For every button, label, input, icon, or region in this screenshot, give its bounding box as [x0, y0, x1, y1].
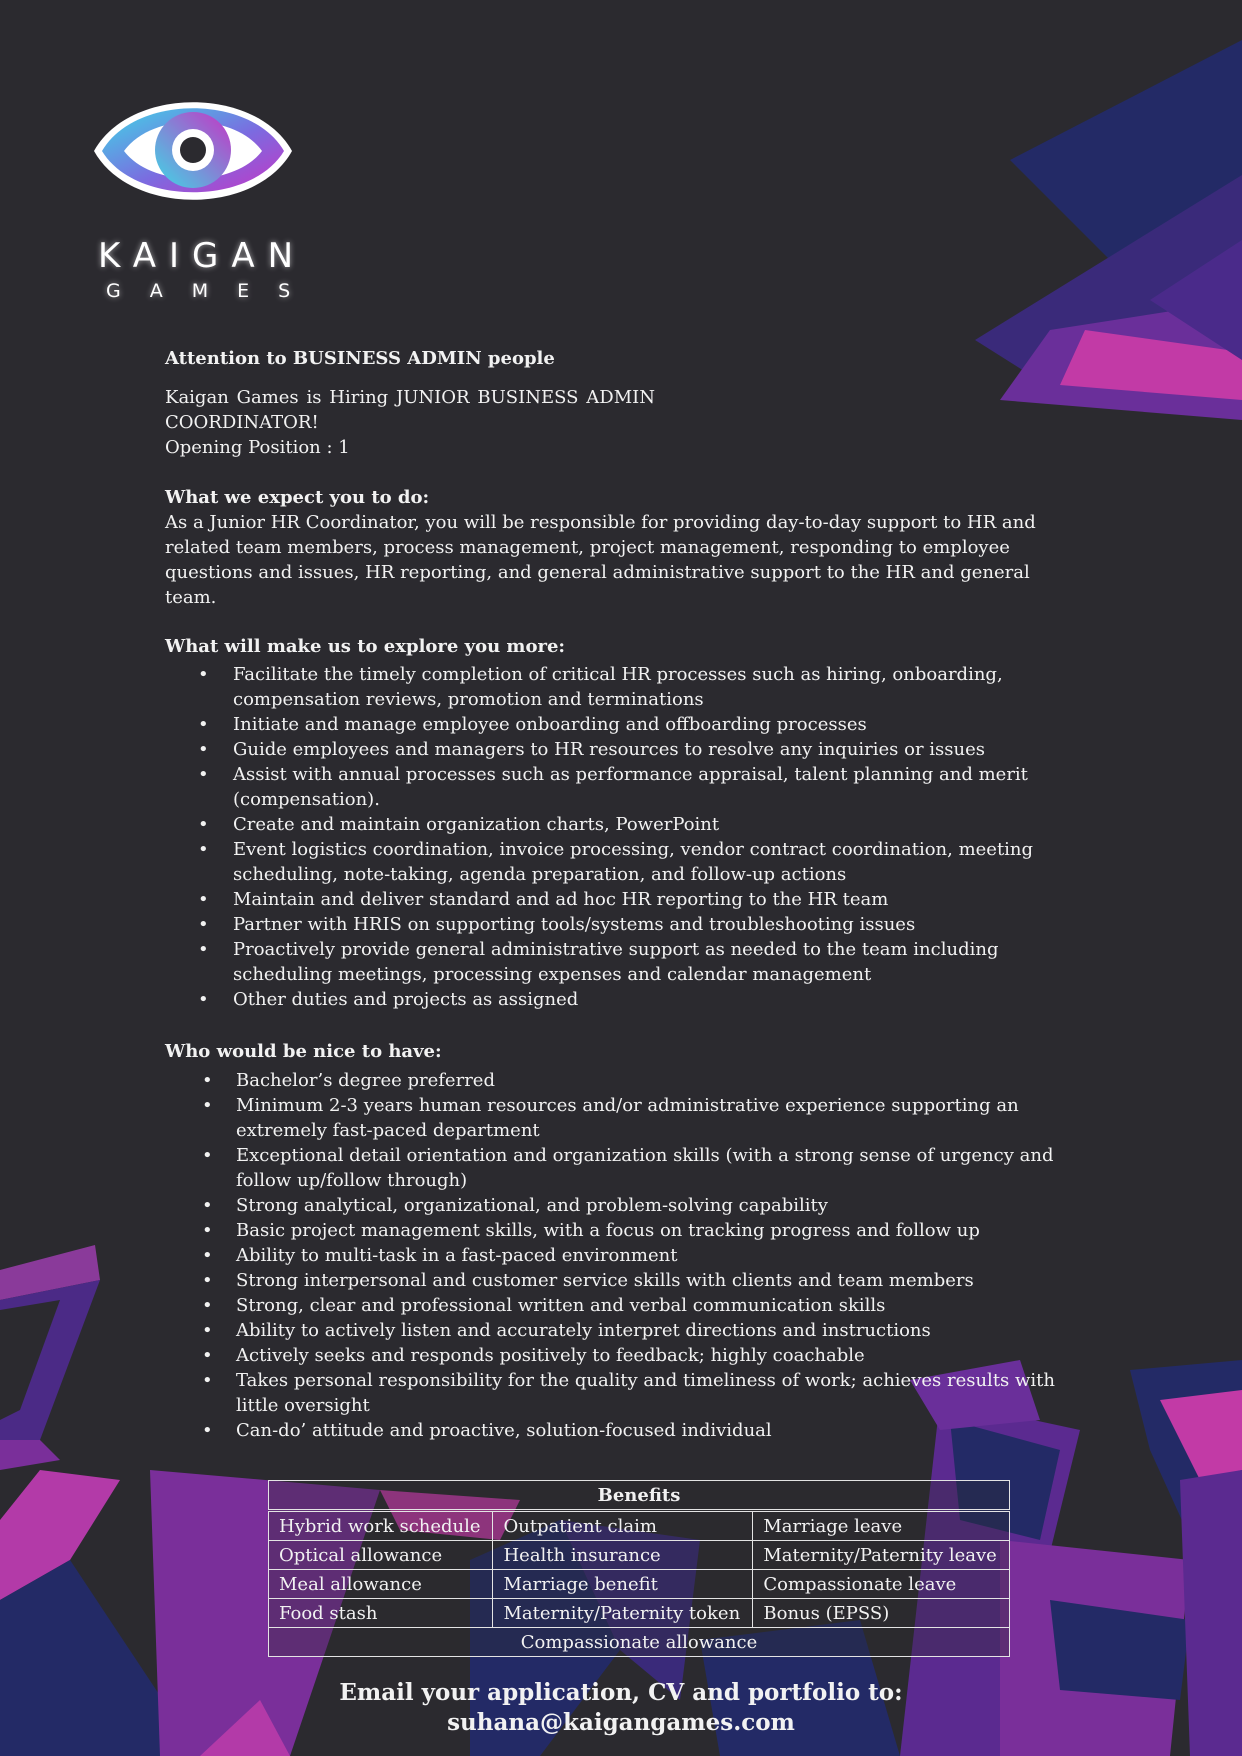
list-item: • Ability to multi-task in a fast-paced environment: [165, 1243, 1065, 1268]
nice-list: [165, 1068, 1065, 1443]
list-item: • Partner with HRIS on supporting tools/systems and troubleshooting issues: [165, 912, 1065, 937]
table-row: [269, 1599, 1010, 1628]
list-item: • Exceptional detail orientation and organization skills (with a strong sense of urgency and follow up/follow through): [165, 1143, 1065, 1193]
benefits-table: [268, 1480, 1010, 1657]
cta-instruction: Email your application, CV and portfolio to:: [339, 1679, 903, 1706]
logo-subtitle: GAMES: [106, 280, 320, 302]
list-item: • Strong interpersonal and customer service skills with clients and team members: [165, 1268, 1065, 1293]
company-logo: [88, 76, 320, 302]
attention-heading: Attention to BUSINESS ADMIN people: [165, 348, 555, 369]
table-row: [269, 1541, 1010, 1570]
list-item: • Ability to actively listen and accurately interpret directions and instructions: [165, 1318, 1065, 1343]
list-item: • Actively seeks and responds positively to feedback; highly coachable: [165, 1343, 1065, 1368]
list-item: • Takes personal responsibility for the quality and timeliness of work; achieves results with little oversight: [165, 1368, 1065, 1418]
list-item: • Bachelor’s degree preferred: [165, 1068, 1065, 1093]
opening-positions: Opening Position : 1: [165, 437, 350, 458]
list-item: • Assist with annual processes such as performance appraisal, talent planning and merit (compensation).: [165, 762, 1065, 812]
table-row: [269, 1570, 1010, 1599]
benefit-cell: Health insurance: [493, 1541, 753, 1570]
explore-heading: What will make us to explore you more:: [165, 636, 566, 657]
benefit-cell: Marriage benefit: [493, 1570, 753, 1599]
benefit-cell: Marriage leave: [753, 1511, 1010, 1541]
benefit-cell: Food stash: [269, 1599, 493, 1628]
list-item: • Event logistics coordination, invoice processing, vendor contract coordination, meeting scheduling, note-taking, agenda preparation, and follow-up actions: [165, 837, 1065, 887]
benefit-cell: Bonus (EPSS): [753, 1599, 1010, 1628]
application-cta: [0, 1678, 1242, 1738]
list-item: • Basic project management skills, with a focus on tracking progress and follow up: [165, 1218, 1065, 1243]
explore-list: [165, 662, 1065, 1012]
list-item: • Strong analytical, organizational, and problem-solving capability: [165, 1193, 1065, 1218]
list-item: • Can-do’ attitude and proactive, solution-focused individual: [165, 1418, 1065, 1443]
benefit-cell: Maternity/Paternity leave: [753, 1541, 1010, 1570]
benefit-footer-cell: Compassionate allowance: [269, 1628, 1010, 1657]
benefit-cell: Optical allowance: [269, 1541, 493, 1570]
expect-heading: What we expect you to do:: [165, 487, 430, 508]
benefit-cell: Hybrid work schedule: [269, 1511, 493, 1541]
contact-email-link[interactable]: suhana@kaigangames.com: [447, 1709, 795, 1736]
table-row: [269, 1628, 1010, 1657]
list-item: • Proactively provide general administrative support as needed to the team including scheduling meetings, processing expenses and calendar management: [165, 937, 1065, 987]
benefit-cell: Maternity/Paternity token: [493, 1599, 753, 1628]
list-item: • Minimum 2-3 years human resources and/or administrative experience supporting an extremely fast-paced department: [165, 1093, 1065, 1143]
list-item: • Maintain and deliver standard and ad hoc HR reporting to the HR team: [165, 887, 1065, 912]
job-posting: [165, 346, 1065, 1443]
list-item: • Create and maintain organization charts, PowerPoint: [165, 812, 1065, 837]
list-item: • Strong, clear and professional written and verbal communication skills: [165, 1293, 1065, 1318]
expect-body: As a Junior HR Coordinator, you will be responsible for providing day-to-day support to HR and related team members, process management, project management, responding to employee questions and issues, HR reporting, and general administrative support to the HR and general team.: [165, 512, 1036, 608]
eye-logo-icon: [90, 76, 296, 226]
list-item: • Other duties and projects as assigned: [165, 987, 1065, 1012]
list-item: • Facilitate the timely completion of critical HR processes such as hiring, onboarding, compensation reviews, promotion and terminations: [165, 662, 1065, 712]
logo-wordmark: KAIGAN: [98, 236, 307, 276]
table-row: [269, 1511, 1010, 1541]
benefits-title: Benefits: [269, 1481, 1010, 1511]
list-item: • Guide employees and managers to HR resources to resolve any inquiries or issues: [165, 737, 1065, 762]
hiring-announcement: Kaigan Games is Hiring JUNIOR BUSINESS ADMIN COORDINATOR!: [165, 387, 655, 433]
list-item: • Initiate and manage employee onboarding and offboarding processes: [165, 712, 1065, 737]
nice-heading: Who would be nice to have:: [165, 1041, 442, 1062]
benefit-cell: Compassionate leave: [753, 1570, 1010, 1599]
benefit-cell: Outpatient claim: [493, 1511, 753, 1541]
benefit-cell: Meal allowance: [269, 1570, 493, 1599]
